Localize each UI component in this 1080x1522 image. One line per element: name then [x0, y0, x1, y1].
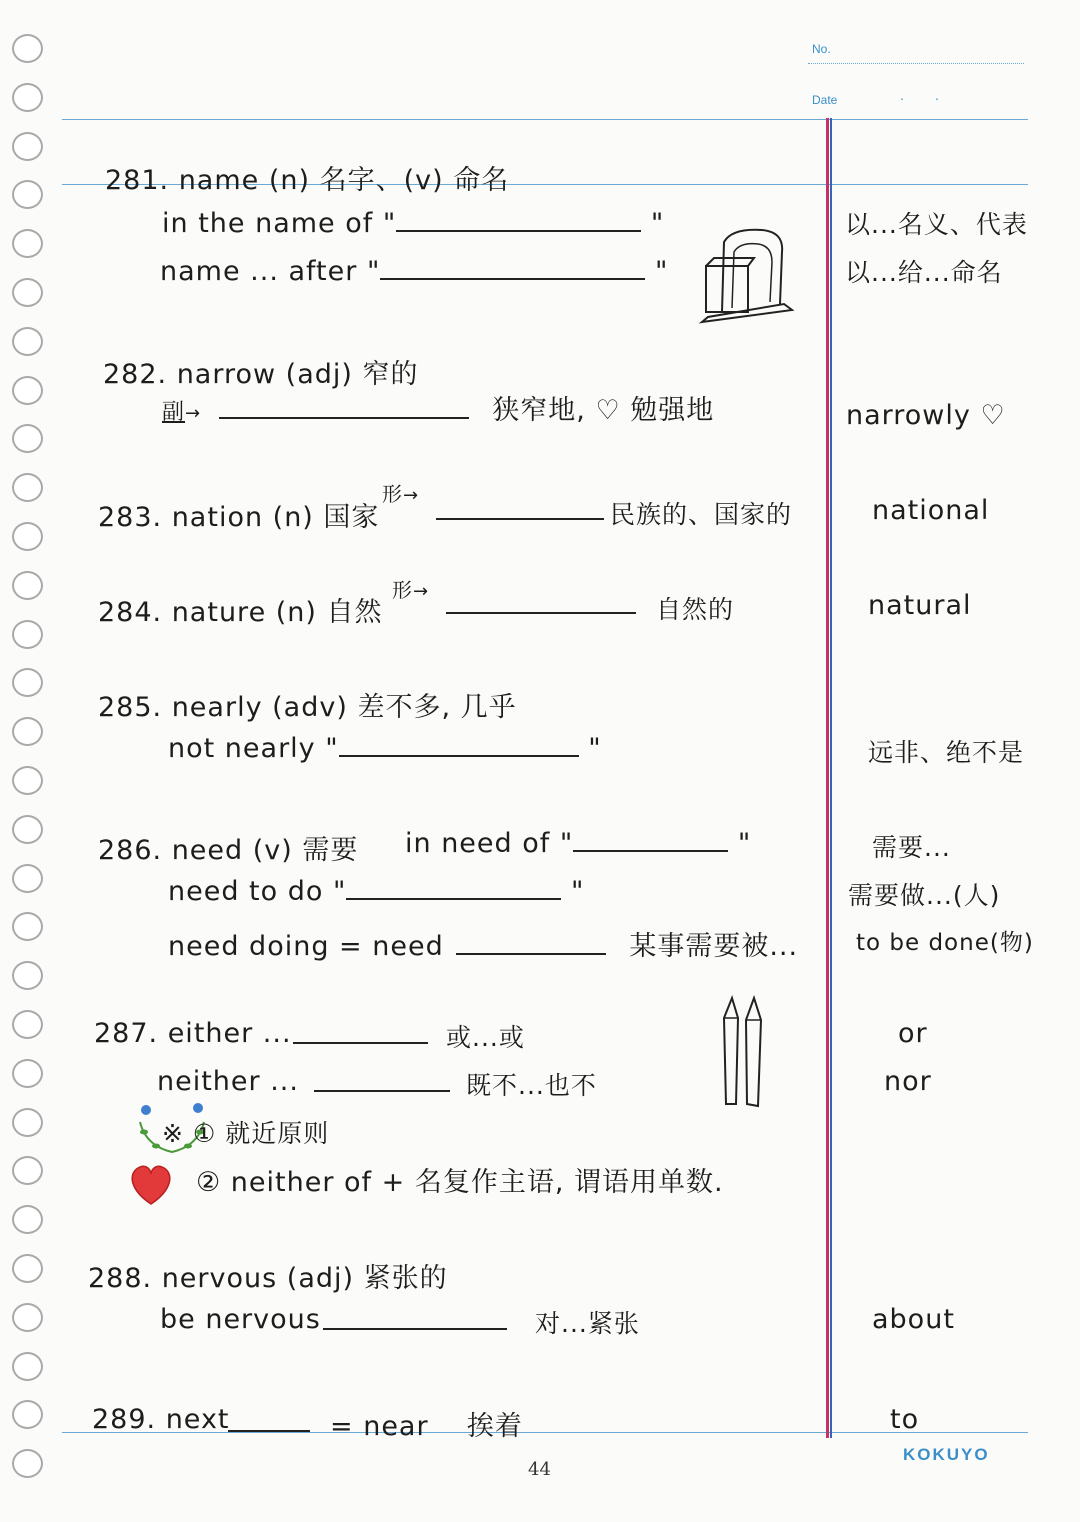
entry-287-line1-gloss: 既不...也不 [466, 1071, 597, 1100]
entry-287-note2: ② neither of + 名复作主语, 谓语用单数. [196, 1167, 724, 1198]
binding-ring [12, 34, 43, 63]
entry-284-gloss: 自然的 [656, 595, 735, 624]
entry-284-blank [446, 612, 636, 614]
entry-288-answer: about [872, 1304, 955, 1335]
entry-282-head: 282. narrow (adj) 窄的 [103, 359, 419, 390]
entry-281-line2: name ... after " " [160, 256, 669, 287]
entry-283-pos: 形→ [382, 482, 420, 506]
entry-283-blank [436, 518, 604, 520]
date-dots: . . [900, 87, 939, 103]
entry-288-gloss: 对...紧张 [535, 1309, 640, 1338]
binding-ring [12, 83, 43, 112]
binding-ring [12, 180, 43, 209]
binding-ring [12, 376, 43, 405]
top-rule [62, 119, 1028, 120]
binding-ring [12, 668, 43, 697]
binding-ring [12, 424, 43, 453]
binding-ring [12, 912, 43, 941]
binding-ring [12, 1352, 43, 1381]
entry-283-head: 283. nation (n) 国家 [98, 502, 380, 533]
binding-ring [12, 1010, 43, 1039]
binding-ring [12, 132, 43, 161]
entry-281-answer1: 以...名义、代表 [845, 210, 1028, 239]
entry-282-line: 副→ 狭窄地, ♡ 勉强地 [162, 395, 715, 426]
heart-doodle-icon [126, 1160, 176, 1208]
entry-284-pos: 形→ [392, 578, 430, 602]
entry-283-gloss: 民族的、国家的 [610, 500, 793, 529]
binding-ring [12, 1254, 43, 1283]
brand-logo: KOKUYO [903, 1445, 990, 1464]
binding-ring [12, 620, 43, 649]
binding-ring [12, 473, 43, 502]
binding-ring [12, 278, 43, 307]
binding-ring [12, 1059, 43, 1088]
binding-ring [12, 1400, 43, 1429]
entry-283-answer: national [872, 495, 990, 526]
entry-287-gloss: 或...或 [446, 1023, 525, 1052]
entry-281-line1: in the name of " " [162, 208, 665, 239]
binding-ring [12, 1205, 43, 1234]
entry-286-head: 286. need (v) 需要 [98, 835, 359, 866]
entry-286-line3: need doing = need 某事需要被... [168, 931, 799, 962]
entry-286-line2: need to do " " [168, 876, 585, 907]
entry-287-line1: neither ... [157, 1066, 299, 1097]
margin-line-red [826, 118, 829, 1438]
entry-288-blank [323, 1328, 507, 1330]
entry-282-answer: narrowly ♡ [846, 400, 1006, 431]
binding-ring [12, 1303, 43, 1332]
entry-287-note1: ※ ① 就近原则 [162, 1119, 330, 1148]
entry-286-answer1: 需要... [872, 833, 951, 862]
entry-287-head: 287. either ... [94, 1018, 292, 1049]
entry-289-gloss: = near 挨着 [330, 1411, 523, 1442]
entry-284-answer: natural [868, 590, 972, 621]
entry-289-blank [228, 1430, 310, 1432]
binding-ring [12, 717, 43, 746]
entry-286-line1: in need of " " [405, 828, 752, 859]
entry-288-line: be nervous [160, 1304, 321, 1335]
entry-287-blank2 [314, 1090, 450, 1092]
entry-287-answer1: or [898, 1018, 928, 1049]
entry-289-head: 289. next [92, 1404, 230, 1435]
no-label: No. [812, 42, 831, 56]
entry-286-answer2: 需要做...(人) [848, 881, 1001, 910]
entry-285-line: not nearly " " [168, 733, 602, 764]
binding-ring [12, 327, 43, 356]
binding-ring [12, 961, 43, 990]
entry-289-answer: to [890, 1404, 920, 1435]
binding-ring [12, 864, 43, 893]
entry-284-head: 284. nature (n) 自然 [98, 597, 383, 628]
binding-ring [12, 815, 43, 844]
date-label: Date [812, 93, 838, 107]
entry-281-head: 281. name (n) 名字、(v) 命名 [105, 165, 510, 196]
binding-ring [12, 1449, 43, 1478]
binding-ring [12, 571, 43, 600]
binding-ring [12, 766, 43, 795]
pencils-doodle-icon [718, 994, 768, 1112]
entry-288-head: 288. nervous (adj) 紧张的 [88, 1263, 448, 1294]
entry-285-head: 285. nearly (adv) 差不多, 几乎 [98, 692, 517, 723]
entry-285-answer: 远非、绝不是 [868, 738, 1025, 767]
entry-286-answer3: to be done(物) [856, 930, 1034, 956]
binding-ring [12, 1156, 43, 1185]
page-number: 44 [528, 1459, 551, 1480]
binding-ring [12, 1108, 43, 1137]
binding-ring [12, 522, 43, 551]
entry-287-blank1 [293, 1042, 428, 1044]
entry-287-answer2: nor [884, 1066, 932, 1097]
binding-ring [12, 229, 43, 258]
bookend-doodle-icon [692, 222, 797, 332]
entry-281-answer2: 以...给...命名 [845, 258, 1003, 287]
no-dotted-line [808, 63, 1024, 64]
margin-line-blue [830, 118, 832, 1438]
